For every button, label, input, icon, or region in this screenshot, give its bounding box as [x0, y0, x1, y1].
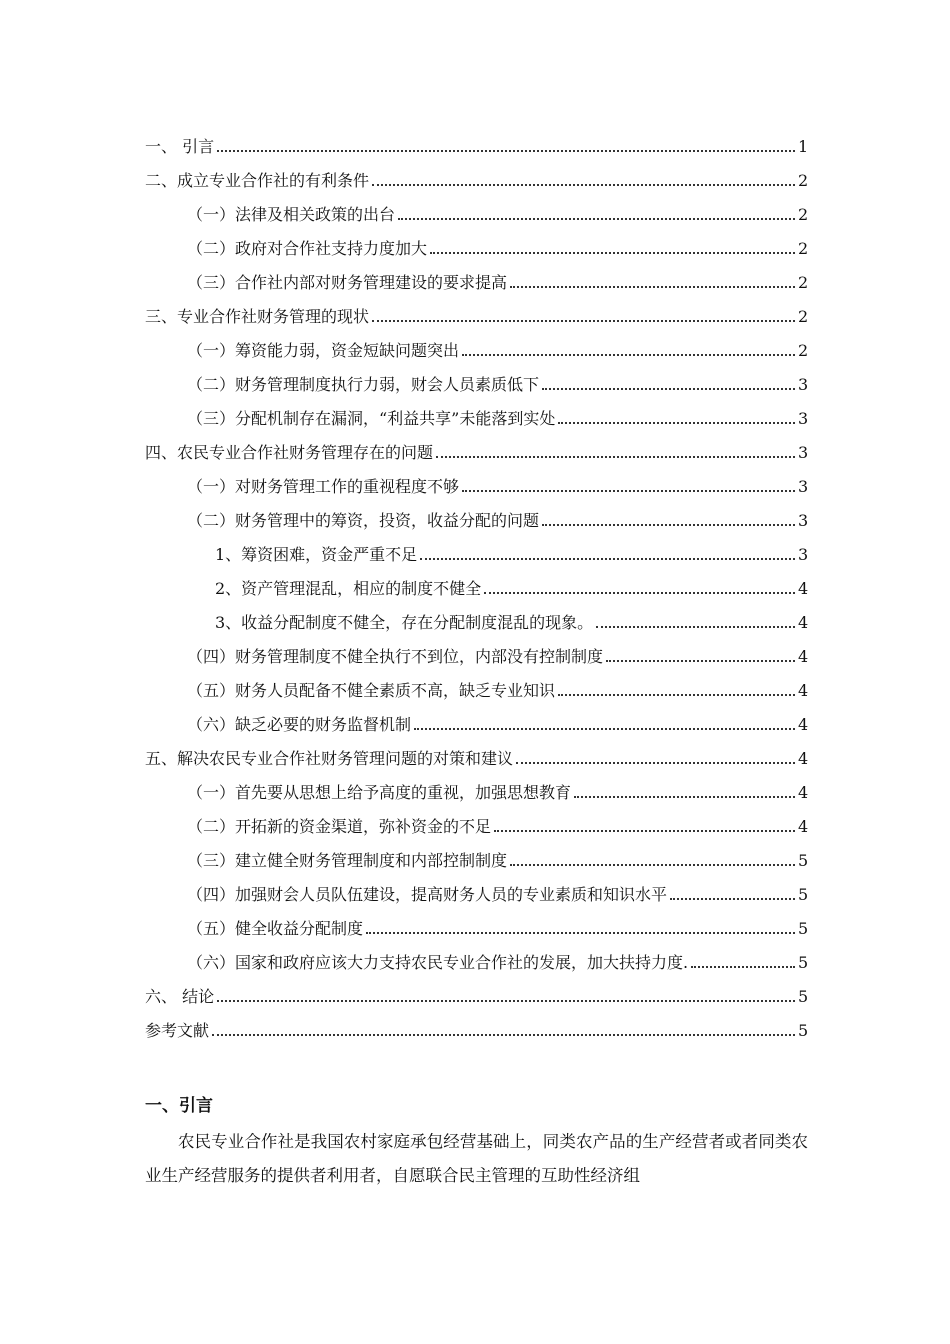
toc-entry[interactable] — [145, 361, 808, 395]
toc-dot-leader — [516, 762, 795, 764]
toc-entry-title: 一、 引言 — [145, 137, 215, 156]
toc-entry[interactable] — [145, 463, 808, 497]
toc-entry-title: 四、农民专业合作社财务管理存在的问题 — [145, 443, 434, 462]
toc-entry[interactable] — [145, 599, 808, 633]
toc-entry-page: 5 — [798, 1021, 809, 1040]
toc-entry[interactable] — [145, 565, 808, 599]
toc-dot-leader — [510, 286, 795, 288]
toc-dot-leader — [574, 796, 795, 798]
toc-entry-title: （一）筹资能力弱，资金短缺问题突出 — [187, 341, 460, 360]
toc-entry[interactable] — [145, 769, 808, 803]
toc-entry[interactable] — [145, 1007, 808, 1041]
toc-entry-title: （二）开拓新的资金渠道，弥补资金的不足 — [187, 817, 492, 836]
toc-entry-page: 4 — [798, 647, 809, 666]
toc-dot-leader — [596, 626, 795, 628]
toc-entry[interactable] — [145, 123, 808, 157]
toc-entry-page: 5 — [798, 851, 809, 870]
toc-entry-page: 5 — [798, 885, 809, 904]
toc-entry[interactable] — [145, 803, 808, 837]
toc-entry-page: 3 — [798, 375, 809, 394]
toc-dot-leader — [430, 252, 795, 254]
toc-entry[interactable] — [145, 293, 808, 327]
toc-entry-title: 2、资产管理混乱，相应的制度不健全 — [215, 579, 482, 598]
toc-entry-title: 六、 结论 — [145, 987, 215, 1006]
toc-entry[interactable] — [145, 837, 808, 871]
toc-entry-page: 5 — [798, 987, 809, 1006]
toc-entry-title: 参考文献 — [145, 1021, 210, 1040]
toc-entry-title: （六）缺乏必要的财务监督机制 — [187, 715, 412, 734]
toc-dot-leader — [372, 320, 795, 322]
toc-dot-leader — [542, 524, 795, 526]
toc-entry[interactable] — [145, 667, 808, 701]
toc-entry-page: 3 — [798, 409, 809, 428]
toc-entry-page: 2 — [798, 341, 809, 360]
toc-entry-title: （四）财务管理制度不健全执行不到位，内部没有控制制度 — [187, 647, 604, 666]
toc-entry-page: 5 — [798, 953, 809, 972]
toc-dot-leader — [670, 898, 795, 900]
toc-entry-title: （一）对财务管理工作的重视程度不够 — [187, 477, 460, 496]
toc-entry[interactable] — [145, 735, 808, 769]
toc-entry[interactable] — [145, 429, 808, 463]
toc-entry[interactable] — [145, 973, 808, 1007]
table-of-contents — [145, 123, 808, 1041]
toc-entry-page: 4 — [798, 613, 809, 632]
toc-entry-page: 3 — [798, 443, 809, 462]
toc-dot-leader — [217, 150, 795, 152]
toc-entry-title: （三）合作社内部对财务管理建设的要求提高 — [187, 273, 508, 292]
toc-entry[interactable] — [145, 225, 808, 259]
toc-entry[interactable] — [145, 259, 808, 293]
toc-entry-title: （三）分配机制存在漏洞，“利益共享”未能落到实处 — [187, 409, 556, 428]
toc-entry[interactable] — [145, 871, 808, 905]
toc-entry[interactable] — [145, 701, 808, 735]
toc-dot-leader — [510, 864, 795, 866]
toc-entry[interactable] — [145, 395, 808, 429]
toc-dot-leader — [436, 456, 795, 458]
toc-entry[interactable] — [145, 905, 808, 939]
toc-entry-page: 4 — [798, 817, 809, 836]
toc-entry-page: 5 — [798, 919, 809, 938]
toc-entry-title: （三）建立健全财务管理制度和内部控制制度 — [187, 851, 508, 870]
toc-entry-title: （五）健全收益分配制度 — [187, 919, 364, 938]
toc-entry[interactable] — [145, 157, 808, 191]
toc-dot-leader — [542, 388, 795, 390]
toc-dot-leader — [494, 830, 795, 832]
toc-dot-leader — [462, 354, 795, 356]
toc-entry-title: （四）加强财会人员队伍建设，提高财务人员的专业素质和知识水平 — [187, 885, 668, 904]
toc-entry-page: 2 — [798, 205, 809, 224]
toc-entry[interactable] — [145, 633, 808, 667]
toc-entry[interactable] — [145, 939, 808, 973]
toc-entry-page: 3 — [798, 477, 809, 496]
toc-entry-title: （二）财务管理制度执行力弱，财会人员素质低下 — [187, 375, 540, 394]
toc-entry-title: （二）政府对合作社支持力度加大 — [187, 239, 428, 258]
toc-dot-leader — [217, 1000, 795, 1002]
toc-entry-title: （一）首先要从思想上给予高度的重视，加强思想教育 — [187, 783, 572, 802]
toc-entry[interactable] — [145, 191, 808, 225]
toc-entry-page: 1 — [798, 137, 809, 156]
toc-entry[interactable] — [145, 327, 808, 361]
toc-dot-leader — [691, 966, 795, 968]
toc-dot-leader — [420, 558, 795, 560]
toc-dot-leader — [366, 932, 795, 934]
toc-entry-page: 2 — [798, 171, 809, 190]
toc-dot-leader — [372, 184, 795, 186]
toc-entry-title: （六）国家和政府应该大力支持农民专业合作社的发展，加大扶持力度. — [187, 953, 689, 972]
toc-entry-page: 2 — [798, 239, 809, 258]
section-paragraph: 农民专业合作社是我国农村家庭承包经营基础上，同类农产品的生产经营者或者同类农业生产经营服务的提供者利用者，自愿联合民主管理的互助性经济组 — [145, 1132, 808, 1185]
toc-entry[interactable] — [145, 531, 808, 565]
toc-dot-leader — [212, 1034, 795, 1036]
toc-entry-title: 五、解决农民专业合作社财务管理问题的对策和建议 — [145, 749, 514, 768]
toc-entry[interactable] — [145, 497, 808, 531]
toc-dot-leader — [398, 218, 795, 220]
toc-entry-page: 3 — [798, 511, 809, 530]
toc-dot-leader — [462, 490, 795, 492]
toc-entry-title: 3、收益分配制度不健全，存在分配制度混乱的现象。 — [215, 613, 594, 632]
toc-entry-title: 1、筹资困难，资金严重不足 — [215, 545, 418, 564]
toc-entry-page: 4 — [798, 715, 809, 734]
toc-entry-page: 3 — [798, 545, 809, 564]
toc-entry-title: （二）财务管理中的筹资，投资，收益分配的问题 — [187, 511, 540, 530]
toc-dot-leader — [558, 422, 795, 424]
toc-dot-leader — [414, 728, 795, 730]
toc-dot-leader — [484, 592, 795, 594]
toc-entry-title: 二、成立专业合作社的有利条件 — [145, 171, 370, 190]
toc-entry-title: （一）法律及相关政策的出台 — [187, 205, 396, 224]
toc-entry-page: 2 — [798, 307, 809, 326]
toc-entry-title: 三、专业合作社财务管理的现状 — [145, 307, 370, 326]
document-body — [145, 1093, 808, 1193]
toc-entry-page: 2 — [798, 273, 809, 292]
section-heading: 一、引言 — [145, 1096, 213, 1116]
toc-entry-page: 4 — [798, 749, 809, 768]
toc-entry-page: 4 — [798, 783, 809, 802]
toc-dot-leader — [558, 694, 795, 696]
toc-entry-page: 4 — [798, 579, 809, 598]
toc-dot-leader — [606, 660, 795, 662]
toc-entry-page: 4 — [798, 681, 809, 700]
toc-entry-title: （五）财务人员配备不健全素质不高，缺乏专业知识 — [187, 681, 556, 700]
